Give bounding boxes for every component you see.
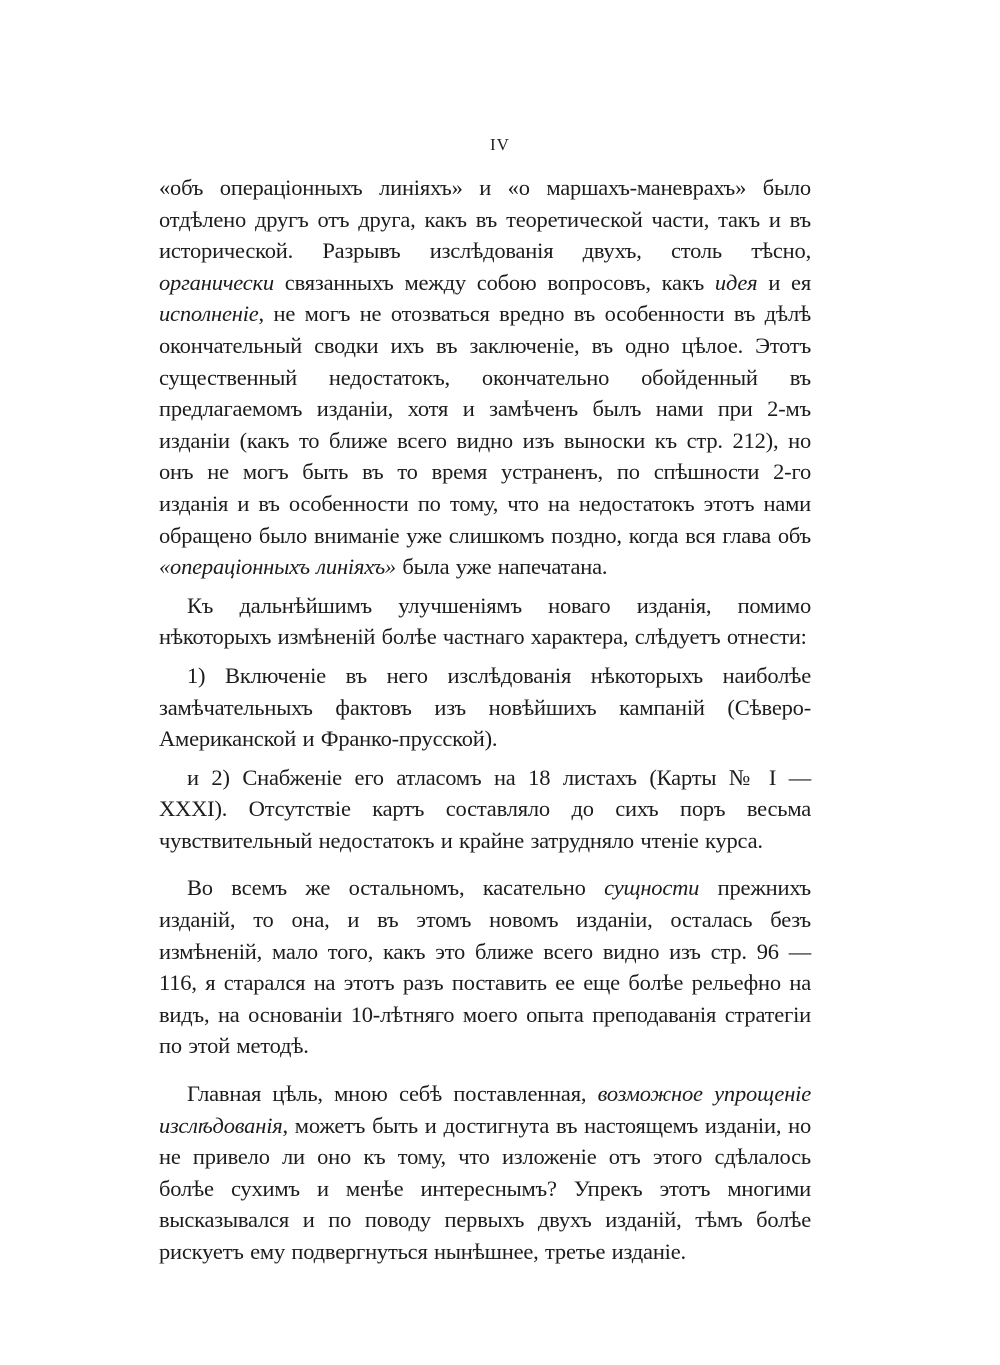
paragraph-item-1 (159, 660, 811, 755)
text-run: и 2) Снабженіе его атласомъ на 18 листахъ (Карты № I — XXXI). Отсутствіе картъ составляло до сихъ поръ весьма чувствительный недостатокъ и крайне затрудняло чтеніе курса. (159, 764, 811, 853)
paragraph-item-2 (159, 762, 811, 857)
italic-text: возможное упрощеніе изслѣдованія (159, 1081, 812, 1138)
paragraph-continuation (159, 172, 811, 583)
text-run: и ея (757, 269, 811, 295)
paragraph-improvements-intro (159, 590, 811, 653)
italic-text: исполненіе (159, 301, 259, 327)
text-run: связанныхъ между собою вопросовъ, какъ (273, 269, 715, 295)
paragraph-main-goal (159, 1078, 811, 1268)
text-run: «объ операціонныхъ линіяхъ» и «о маршахъ-маневрахъ» было отдѣлено другъ отъ друга, какъ въ теоретической части, такъ и въ исторической. Разрывъ изслѣдованія двухъ, столь тѣсно, (159, 175, 811, 264)
text-run: , не могъ не отозваться вредно въ особенности въ дѣлѣ окончательный сводки ихъ въ заключеніе, въ одно цѣлое. Этотъ существенный недостатокъ, окончательно обойденный въ предлагаемомъ изданіи, хотя и замѣченъ былъ нами при 2-мъ изданіи (какъ то ближе всего видно изъ выноски къ стр. 212), но онъ не могъ быть въ то время устраненъ, по спѣшности 2-го изданія и въ особенности по тому, что на недостатокъ этотъ нами обращено было вниманіе уже слишкомъ поздно, когда вся глава объ (159, 301, 811, 548)
text-run: прежнихъ изданій, то она, и въ этомъ новомъ изданіи, осталась безъ измѣненій, мало того, какъ это ближе всего видно изъ стр. 96 — 116, я старался на этотъ разъ поставить ее еще болѣе рельефно на видъ, на основаніи 10-лѣтняго моего опыта преподаванія стратегіи по этой методѣ. (159, 875, 811, 1059)
text-run: была уже напечатана. (395, 554, 608, 580)
text-run: , можетъ быть и достигнута въ настоящемъ изданіи, но не привело ли оно къ тому, что изложеніе отъ этого сдѣлалось болѣе сухимъ и менѣе интереснымъ? Упрекъ этотъ многими высказывался и по поводу первыхъ двухъ изданій, тѣмъ болѣе рискуетъ ему подвергнуться нынѣшнее, третье изданіе. (159, 1112, 811, 1264)
text-run: Во всемъ же остальномъ, касательно (187, 875, 605, 901)
paragraph-essence (159, 872, 811, 1062)
italic-text: «операціонныхъ линіяхъ» (159, 554, 396, 580)
italic-text: органически (159, 269, 274, 295)
page-number: IV (490, 135, 510, 154)
text-run: Главная цѣль, мною себѣ поставленная, (187, 1081, 598, 1107)
text-run: 1) Включеніе въ него изслѣдованія нѣкоторыхъ наиболѣе замѣчательныхъ фактовъ изъ новѣйшихъ кампаній (Сѣверо-Американской и Франко-прусской). (159, 662, 811, 752)
italic-text: идея (714, 269, 758, 295)
body-text (159, 172, 811, 1268)
italic-text: сущности (604, 875, 700, 901)
text-run: Къ дальнѣйшимъ улучшеніямъ новаго изданія, помимо нѣкоторыхъ измѣненій болѣе частнаго характера, слѣдуетъ отнести: (159, 592, 811, 650)
